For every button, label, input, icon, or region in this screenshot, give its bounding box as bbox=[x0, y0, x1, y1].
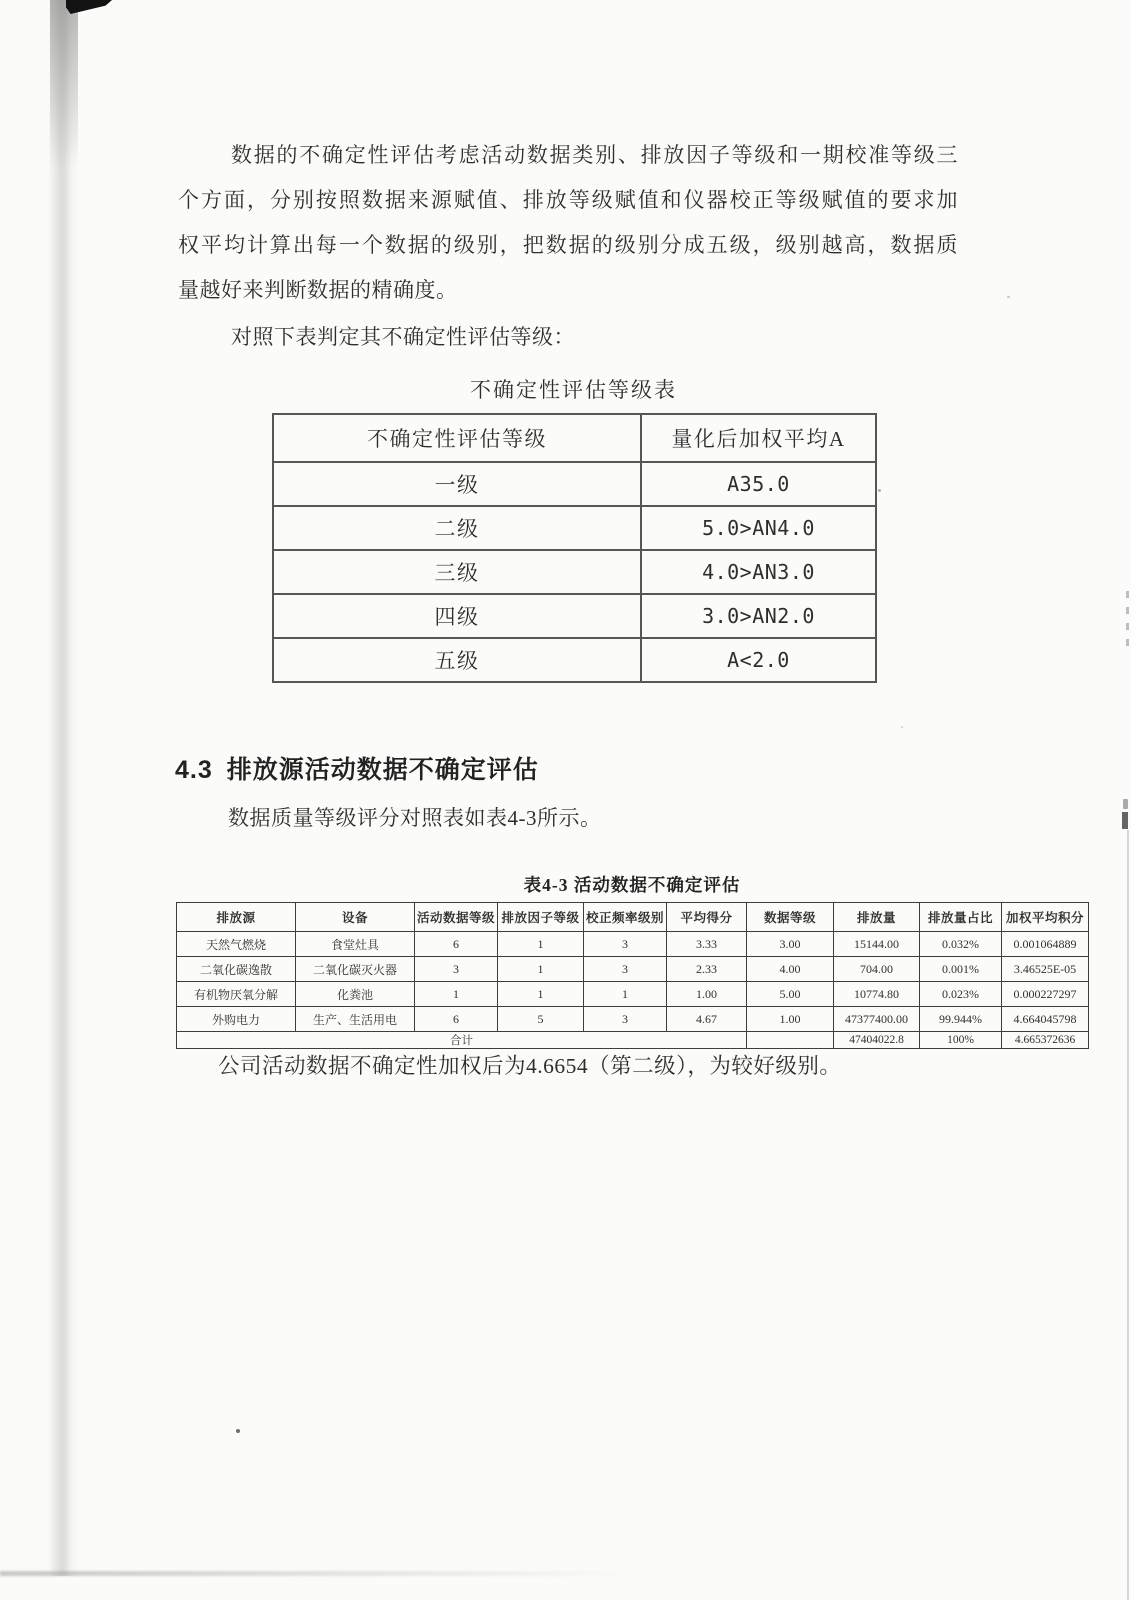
uncertainty-grade-table bbox=[272, 413, 877, 683]
column-header: 排放源 bbox=[177, 903, 296, 932]
scan-speck bbox=[1007, 296, 1010, 298]
cell: 6 bbox=[415, 932, 498, 957]
cell: 3.46525E-05 bbox=[1002, 957, 1089, 982]
total-label-cell: 合计 bbox=[177, 1032, 747, 1049]
table-row bbox=[273, 594, 876, 638]
scan-edge-mark bbox=[1126, 591, 1129, 598]
section-number: 4.3 bbox=[175, 756, 213, 784]
column-header: 数据等级 bbox=[747, 903, 834, 932]
cell: 3.00 bbox=[747, 932, 834, 957]
scan-edge-line bbox=[1127, 830, 1129, 1600]
range-cell: 3.0>AN2.0 bbox=[641, 594, 876, 638]
cell: 生产、生活用电 bbox=[296, 1007, 415, 1032]
cell: 1 bbox=[498, 982, 584, 1007]
cell: 4.00 bbox=[747, 957, 834, 982]
column-header: 加权平均积分 bbox=[1002, 903, 1089, 932]
table-row bbox=[177, 957, 1089, 982]
cell: 天然气燃烧 bbox=[177, 932, 296, 957]
scan-speck bbox=[901, 726, 903, 728]
grade-cell: 一级 bbox=[273, 462, 641, 506]
cell: 1.00 bbox=[747, 1007, 834, 1032]
section-heading bbox=[175, 750, 539, 786]
scan-corner-artifact bbox=[66, 0, 112, 14]
compare-instruction-line: 对照下表判定其不确定性评估等级： bbox=[231, 325, 575, 349]
column-header: 排放量占比 bbox=[920, 903, 1002, 932]
scan-speck bbox=[878, 489, 881, 492]
intro-paragraph bbox=[178, 133, 958, 313]
cell: 3.33 bbox=[667, 932, 747, 957]
activity-table-title: 表4-3 活动数据不确定评估 bbox=[523, 875, 741, 895]
cell: 4.664045798 bbox=[1002, 1007, 1089, 1032]
cell: 0.001% bbox=[920, 957, 1002, 982]
scan-edge-mark bbox=[1126, 623, 1129, 630]
table-row bbox=[177, 982, 1089, 1007]
quality-reference-line: 数据质量等级评分对照表如表4-3所示。 bbox=[228, 806, 602, 830]
cell: 1 bbox=[415, 982, 498, 1007]
cell: 1.00 bbox=[667, 982, 747, 1007]
column-header: 设备 bbox=[296, 903, 415, 932]
conclusion-line: 公司活动数据不确定性加权后为4.6654（第二级），为较好级别。 bbox=[218, 1054, 842, 1078]
cell: 有机物厌氧分解 bbox=[177, 982, 296, 1007]
cell: 2.33 bbox=[667, 957, 747, 982]
table-row bbox=[273, 550, 876, 594]
column-header: 不确定性评估等级 bbox=[273, 414, 641, 462]
cell: 5 bbox=[498, 1007, 584, 1032]
range-cell: A35.0 bbox=[641, 462, 876, 506]
cell: 6 bbox=[415, 1007, 498, 1032]
cell: 1 bbox=[498, 957, 584, 982]
range-cell: A<2.0 bbox=[641, 638, 876, 682]
column-header: 排放因子等级 bbox=[498, 903, 584, 932]
total-share-cell: 100% bbox=[920, 1032, 1002, 1049]
scan-edge-mark bbox=[1126, 639, 1129, 646]
scan-speck bbox=[236, 1429, 240, 1433]
cell: 食堂灶具 bbox=[296, 932, 415, 957]
grade-cell: 三级 bbox=[273, 550, 641, 594]
cell: 3 bbox=[584, 932, 667, 957]
column-header: 校正频率级别 bbox=[584, 903, 667, 932]
table-row bbox=[177, 1007, 1089, 1032]
column-header: 排放量 bbox=[834, 903, 920, 932]
grade-cell: 二级 bbox=[273, 506, 641, 550]
range-cell: 4.0>AN3.0 bbox=[641, 550, 876, 594]
cell: 1 bbox=[584, 982, 667, 1007]
paragraph-line: 量越好来判断数据的精确度。 bbox=[178, 278, 458, 302]
cell: 47377400.00 bbox=[834, 1007, 920, 1032]
table-row bbox=[273, 506, 876, 550]
table-row bbox=[177, 932, 1089, 957]
cell: 3 bbox=[584, 957, 667, 982]
cell: 10774.80 bbox=[834, 982, 920, 1007]
cell: 1 bbox=[498, 932, 584, 957]
cell: 0.032% bbox=[920, 932, 1002, 957]
cell: 化粪池 bbox=[296, 982, 415, 1007]
cell: 0.023% bbox=[920, 982, 1002, 1007]
grade-table-title: 不确定性评估等级表 bbox=[470, 378, 677, 402]
scan-edge-mark bbox=[1126, 607, 1129, 614]
cell: 704.00 bbox=[834, 957, 920, 982]
range-cell: 5.0>AN4.0 bbox=[641, 506, 876, 550]
page-bottom-shadow bbox=[0, 1571, 640, 1576]
scan-edge-mark bbox=[1123, 799, 1128, 809]
grade-cell: 四级 bbox=[273, 594, 641, 638]
table-row bbox=[273, 638, 876, 682]
cell: 二氧化碳灭火器 bbox=[296, 957, 415, 982]
cell: 15144.00 bbox=[834, 932, 920, 957]
cell: 99.944% bbox=[920, 1007, 1002, 1032]
activity-data-table bbox=[176, 902, 1089, 1049]
paragraph-line: 个方面，分别按照数据来源赋值、排放等级赋值和仪器校正等级赋值的要求加 bbox=[178, 188, 958, 212]
column-header: 量化后加权平均A bbox=[641, 414, 876, 462]
cell: 3 bbox=[415, 957, 498, 982]
binding-shadow bbox=[48, 0, 78, 1576]
cell: 5.00 bbox=[747, 982, 834, 1007]
cell: 外购电力 bbox=[177, 1007, 296, 1032]
paragraph-line: 数据的不确定性评估考虑活动数据类别、排放因子等级和一期校准等级三 bbox=[231, 143, 958, 167]
table-header-row bbox=[273, 414, 876, 462]
cell: 4.67 bbox=[667, 1007, 747, 1032]
table-header-row bbox=[177, 903, 1089, 932]
section-title: 排放源活动数据不确定评估 bbox=[226, 756, 539, 784]
cell: 3 bbox=[584, 1007, 667, 1032]
total-emission-cell: 47404022.8 bbox=[834, 1032, 920, 1049]
column-header: 活动数据等级 bbox=[415, 903, 498, 932]
binding-shadow-top bbox=[50, 0, 78, 170]
column-header: 平均得分 bbox=[667, 903, 747, 932]
scan-edge-mark bbox=[1122, 812, 1128, 829]
grade-cell: 五级 bbox=[273, 638, 641, 682]
paragraph-line: 权平均计算出每一个数据的级别，把数据的级别分成五级，级别越高，数据质 bbox=[178, 233, 958, 257]
total-score-cell: 4.665372636 bbox=[1002, 1032, 1089, 1049]
cell: 0.000227297 bbox=[1002, 982, 1089, 1007]
cell: 0.001064889 bbox=[1002, 932, 1089, 957]
cell: 二氧化碳逸散 bbox=[177, 957, 296, 982]
table-row bbox=[273, 462, 876, 506]
